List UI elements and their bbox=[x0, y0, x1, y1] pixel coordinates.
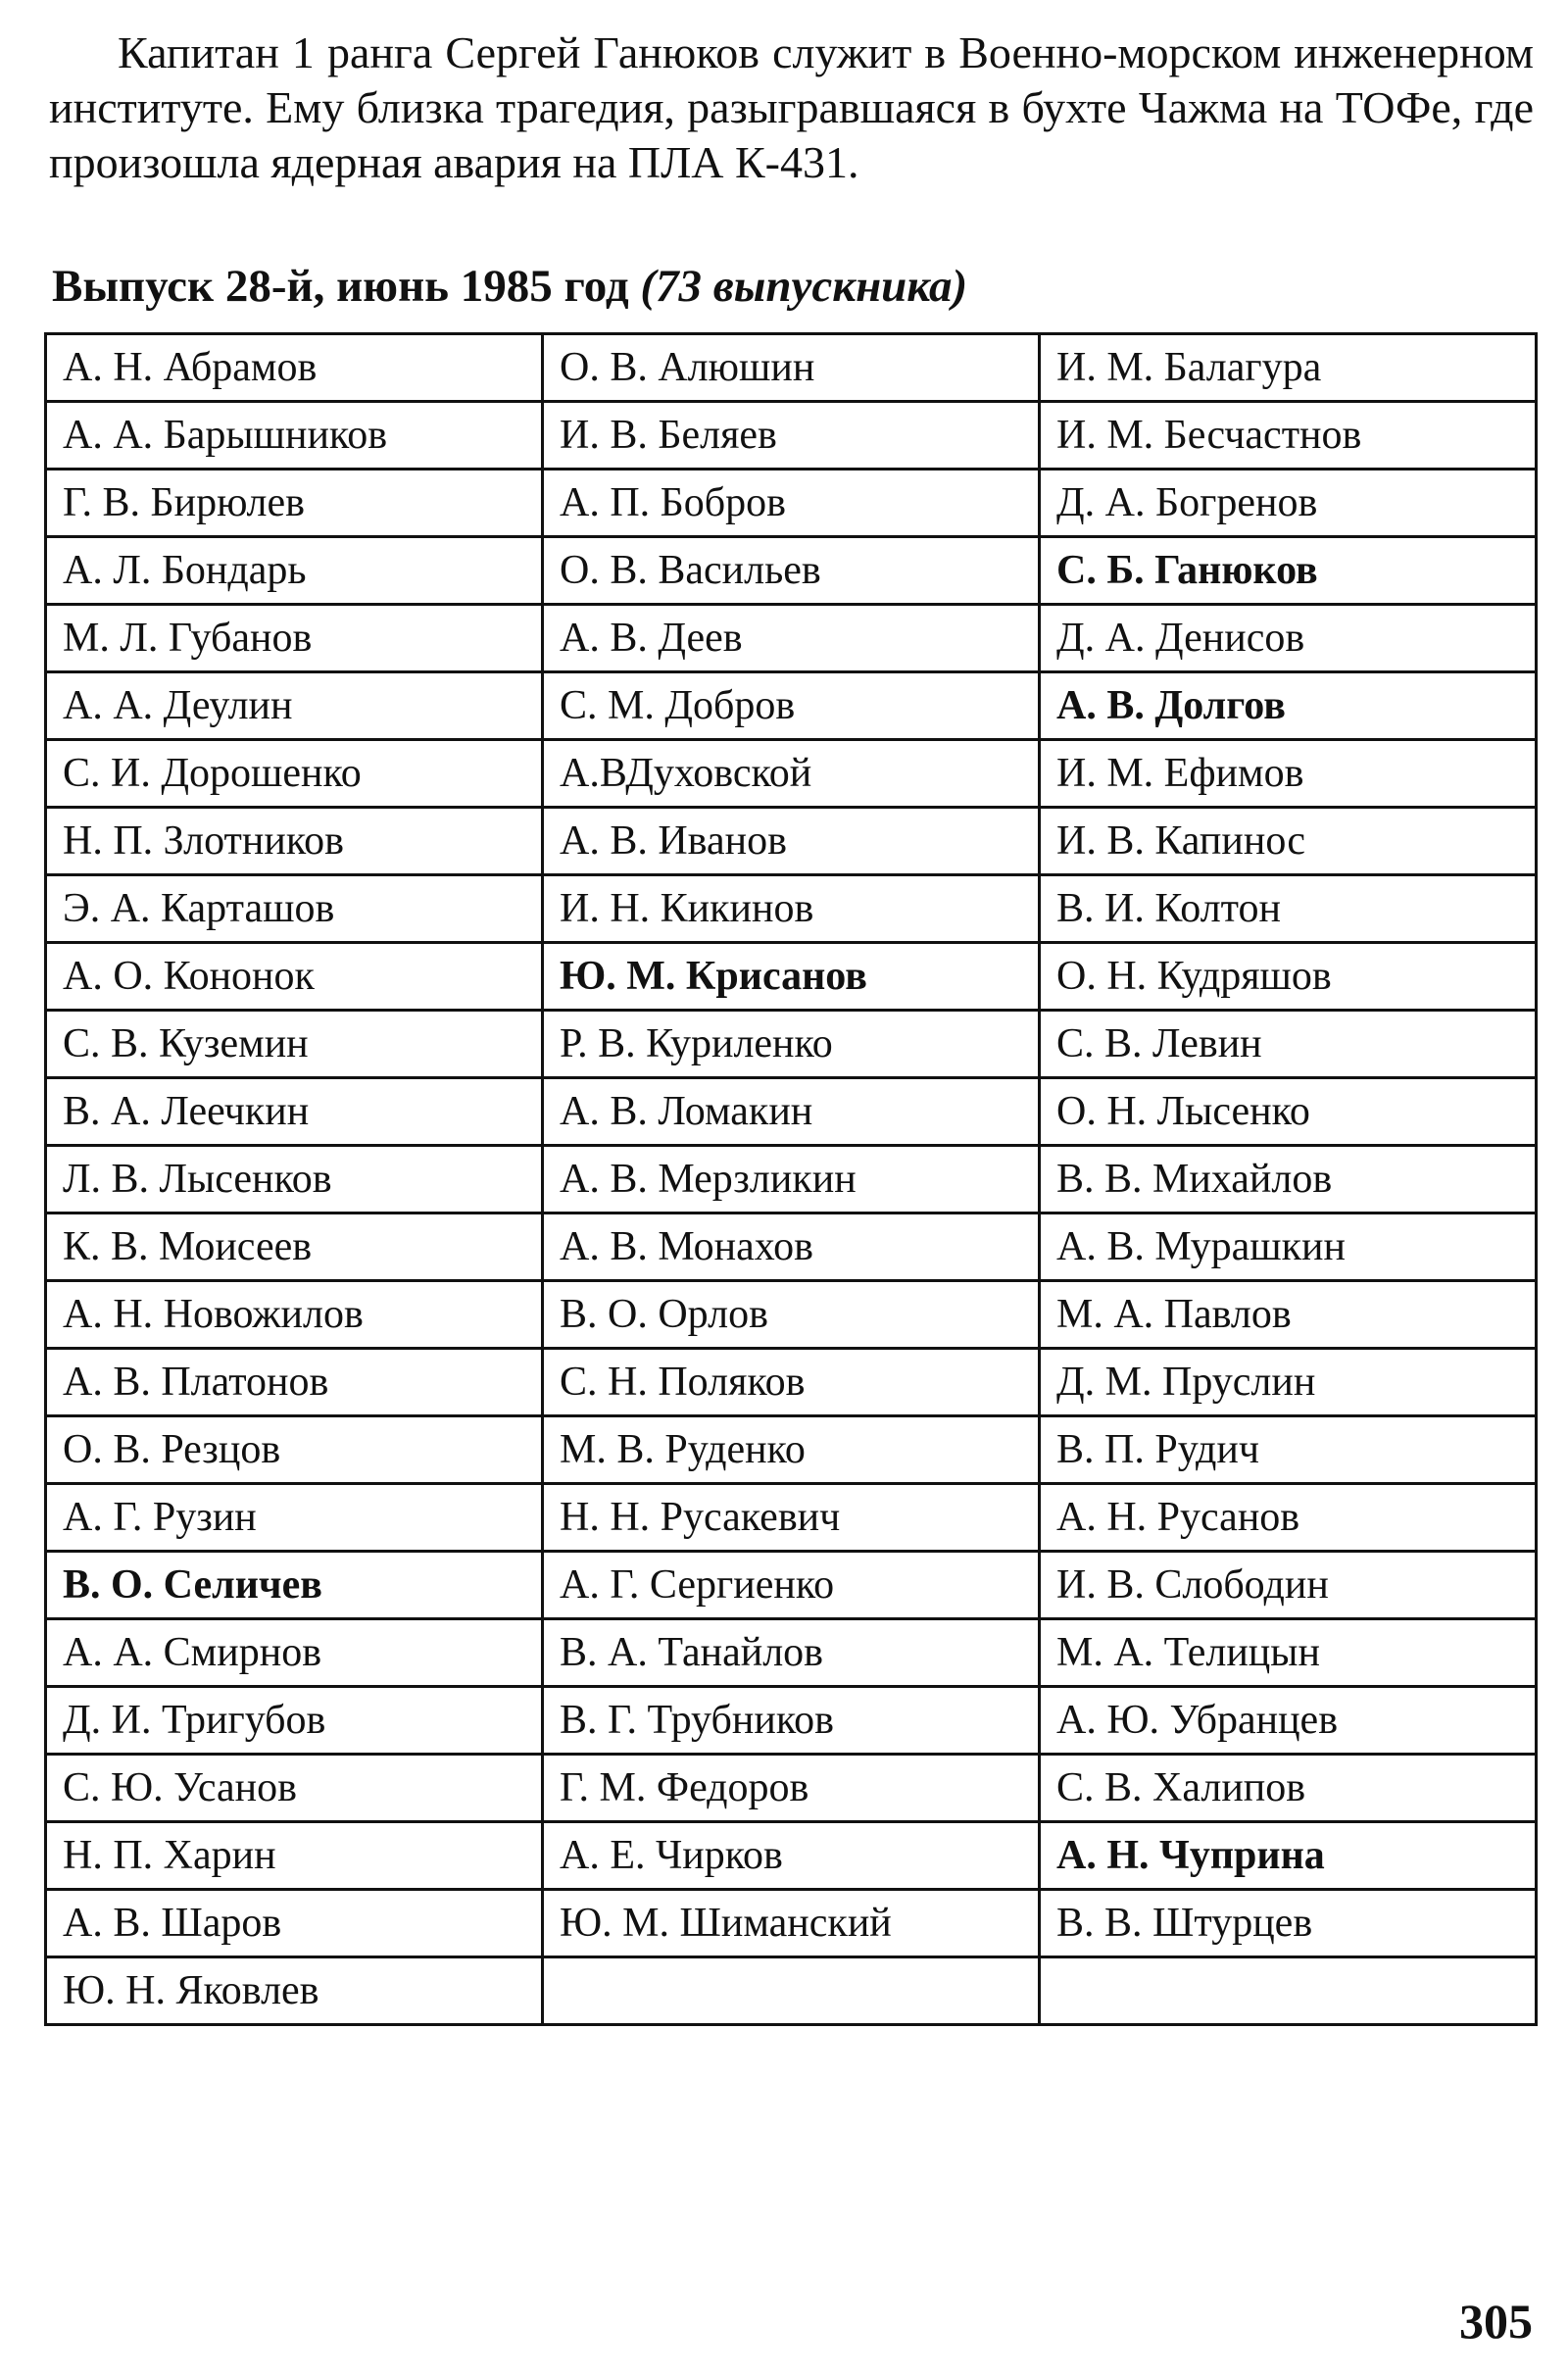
graduate-name-cell: А. П. Бобров bbox=[543, 470, 1040, 537]
graduate-name-cell: А. Н. Чуприна bbox=[1040, 1822, 1537, 1890]
graduate-name-cell: И. М. Бесчастнов bbox=[1040, 402, 1537, 470]
table-row bbox=[46, 1078, 1537, 1146]
graduate-name-cell: Д. А. Богренов bbox=[1040, 470, 1537, 537]
table-row bbox=[46, 808, 1537, 875]
table-row bbox=[46, 1822, 1537, 1890]
graduate-name-cell: В. А. Леечкин bbox=[46, 1078, 543, 1146]
graduate-name-cell: Г. В. Бирюлев bbox=[46, 470, 543, 537]
graduate-name-cell: В. Г. Трубников bbox=[543, 1687, 1040, 1755]
graduate-name-cell bbox=[543, 1957, 1040, 2025]
graduate-name-cell: В. В. Штурцев bbox=[1040, 1890, 1537, 1957]
table-row bbox=[46, 1011, 1537, 1078]
table-row bbox=[46, 1619, 1537, 1687]
graduate-name-cell: О. Н. Кудряшов bbox=[1040, 943, 1537, 1011]
graduate-name-cell: А. Н. Русанов bbox=[1040, 1484, 1537, 1552]
graduate-name-cell: А. В. Иванов bbox=[543, 808, 1040, 875]
graduate-name-cell: Н. П. Харин bbox=[46, 1822, 543, 1890]
page-number: 305 bbox=[1459, 2294, 1533, 2349]
graduate-count: (73 выпускника) bbox=[640, 261, 968, 312]
graduate-name-cell: А. А. Смирнов bbox=[46, 1619, 543, 1687]
graduate-name-cell: В. О. Орлов bbox=[543, 1281, 1040, 1349]
graduate-name-cell: Д. М. Пруслин bbox=[1040, 1349, 1537, 1416]
class-heading-title: Выпуск 28-й, июнь 1985 год bbox=[52, 261, 629, 312]
graduate-name-cell: С. И. Дорошенко bbox=[46, 740, 543, 808]
graduate-name-cell: С. Н. Поляков bbox=[543, 1349, 1040, 1416]
graduate-name-cell: А. А. Деулин bbox=[46, 672, 543, 740]
table-row bbox=[46, 1552, 1537, 1619]
table-row bbox=[46, 334, 1537, 402]
graduate-name-cell: А. А. Барышников bbox=[46, 402, 543, 470]
graduate-name-cell: С. М. Добров bbox=[543, 672, 1040, 740]
graduate-name-cell: Д. И. Тригубов bbox=[46, 1687, 543, 1755]
graduate-name-cell: О. В. Резцов bbox=[46, 1416, 543, 1484]
graduate-name-cell: Л. В. Лысенков bbox=[46, 1146, 543, 1213]
graduate-name-cell: В. О. Селичев bbox=[46, 1552, 543, 1619]
graduate-name-cell: М. А. Телицын bbox=[1040, 1619, 1537, 1687]
table-row bbox=[46, 672, 1537, 740]
table-row bbox=[46, 943, 1537, 1011]
graduate-name-cell: А. В. Платонов bbox=[46, 1349, 543, 1416]
graduate-name-cell: О. В. Алюшин bbox=[543, 334, 1040, 402]
graduate-name-cell: И. М. Ефимов bbox=[1040, 740, 1537, 808]
table-row bbox=[46, 875, 1537, 943]
graduate-name-cell: Н. Н. Русакевич bbox=[543, 1484, 1040, 1552]
graduate-name-cell: А. В. Долгов bbox=[1040, 672, 1537, 740]
intro-paragraph: Капитан 1 ранга Сергей Ганюков служит в Военно-морском инженерном институте. Ему близка трагедия, разыгравшаяся в бухте Чажма на ТОФе, где произошла ядерная авария на ПЛА К-431. bbox=[49, 27, 1534, 187]
table-row bbox=[46, 740, 1537, 808]
graduate-name-cell: Р. В. Куриленко bbox=[543, 1011, 1040, 1078]
graduate-name-cell: Ю. М. Крисанов bbox=[543, 943, 1040, 1011]
graduate-name-cell: А. В. Шаров bbox=[46, 1890, 543, 1957]
graduate-name-cell: И. В. Беляев bbox=[543, 402, 1040, 470]
table-row bbox=[46, 1146, 1537, 1213]
graduate-name-cell: В. И. Колтон bbox=[1040, 875, 1537, 943]
graduate-name-cell: А. Г. Сергиенко bbox=[543, 1552, 1040, 1619]
graduate-name-cell: Ю. М. Шиманский bbox=[543, 1890, 1040, 1957]
table-row bbox=[46, 1755, 1537, 1822]
graduate-name-cell: А. Г. Рузин bbox=[46, 1484, 543, 1552]
graduate-name-cell: К. В. Моисеев bbox=[46, 1213, 543, 1281]
table-row bbox=[46, 1349, 1537, 1416]
graduate-name-cell: А. Н. Абрамов bbox=[46, 334, 543, 402]
graduate-name-cell: И. В. Капинос bbox=[1040, 808, 1537, 875]
graduate-name-cell: Н. П. Злотников bbox=[46, 808, 543, 875]
graduate-name-cell: С. Ю. Усанов bbox=[46, 1755, 543, 1822]
graduate-name-cell: А. О. Кононок bbox=[46, 943, 543, 1011]
graduates-table bbox=[44, 332, 1538, 2026]
graduate-name-cell: А. Е. Чирков bbox=[543, 1822, 1040, 1890]
graduate-name-cell: А. Н. Новожилов bbox=[46, 1281, 543, 1349]
table-row bbox=[46, 1687, 1537, 1755]
graduate-name-cell: А. Ю. Убранцев bbox=[1040, 1687, 1537, 1755]
table-row bbox=[46, 605, 1537, 672]
graduates-table-body bbox=[46, 334, 1537, 2025]
class-heading bbox=[52, 257, 967, 316]
graduate-name-cell: А. В. Монахов bbox=[543, 1213, 1040, 1281]
graduate-name-cell: Д. А. Денисов bbox=[1040, 605, 1537, 672]
graduate-name-cell: И. В. Слободин bbox=[1040, 1552, 1537, 1619]
table-row bbox=[46, 1890, 1537, 1957]
graduate-name-cell: С. В. Куземин bbox=[46, 1011, 543, 1078]
graduate-name-cell: М. Л. Губанов bbox=[46, 605, 543, 672]
table-row bbox=[46, 402, 1537, 470]
graduate-name-cell: В. А. Танайлов bbox=[543, 1619, 1040, 1687]
graduate-name-cell bbox=[1040, 1957, 1537, 2025]
table-row bbox=[46, 470, 1537, 537]
table-row bbox=[46, 1484, 1537, 1552]
graduate-name-cell: В. В. Михайлов bbox=[1040, 1146, 1537, 1213]
table-row bbox=[46, 1416, 1537, 1484]
graduate-name-cell: М. А. Павлов bbox=[1040, 1281, 1537, 1349]
graduate-name-cell: И. М. Балагура bbox=[1040, 334, 1537, 402]
graduate-name-cell: В. П. Рудич bbox=[1040, 1416, 1537, 1484]
graduate-name-cell: Ю. Н. Яковлев bbox=[46, 1957, 543, 2025]
graduate-name-cell: С. Б. Ганюков bbox=[1040, 537, 1537, 605]
graduate-name-cell: М. В. Руденко bbox=[543, 1416, 1040, 1484]
graduate-name-cell: О. Н. Лысенко bbox=[1040, 1078, 1537, 1146]
graduate-name-cell: А. В. Мурашкин bbox=[1040, 1213, 1537, 1281]
table-row bbox=[46, 537, 1537, 605]
graduate-name-cell: С. В. Халипов bbox=[1040, 1755, 1537, 1822]
graduate-name-cell: А. В. Мерзликин bbox=[543, 1146, 1040, 1213]
graduate-name-cell: О. В. Васильев bbox=[543, 537, 1040, 605]
table-row bbox=[46, 1957, 1537, 2025]
graduate-name-cell: Э. А. Карташов bbox=[46, 875, 543, 943]
graduate-name-cell: А. В. Деев bbox=[543, 605, 1040, 672]
graduate-name-cell: С. В. Левин bbox=[1040, 1011, 1537, 1078]
table-row bbox=[46, 1213, 1537, 1281]
table-row bbox=[46, 1281, 1537, 1349]
graduate-name-cell: А. В. Ломакин bbox=[543, 1078, 1040, 1146]
graduate-name-cell: А.ВДуховской bbox=[543, 740, 1040, 808]
graduate-name-cell: Г. М. Федоров bbox=[543, 1755, 1040, 1822]
graduate-name-cell: А. Л. Бондарь bbox=[46, 537, 543, 605]
graduate-name-cell: И. Н. Кикинов bbox=[543, 875, 1040, 943]
